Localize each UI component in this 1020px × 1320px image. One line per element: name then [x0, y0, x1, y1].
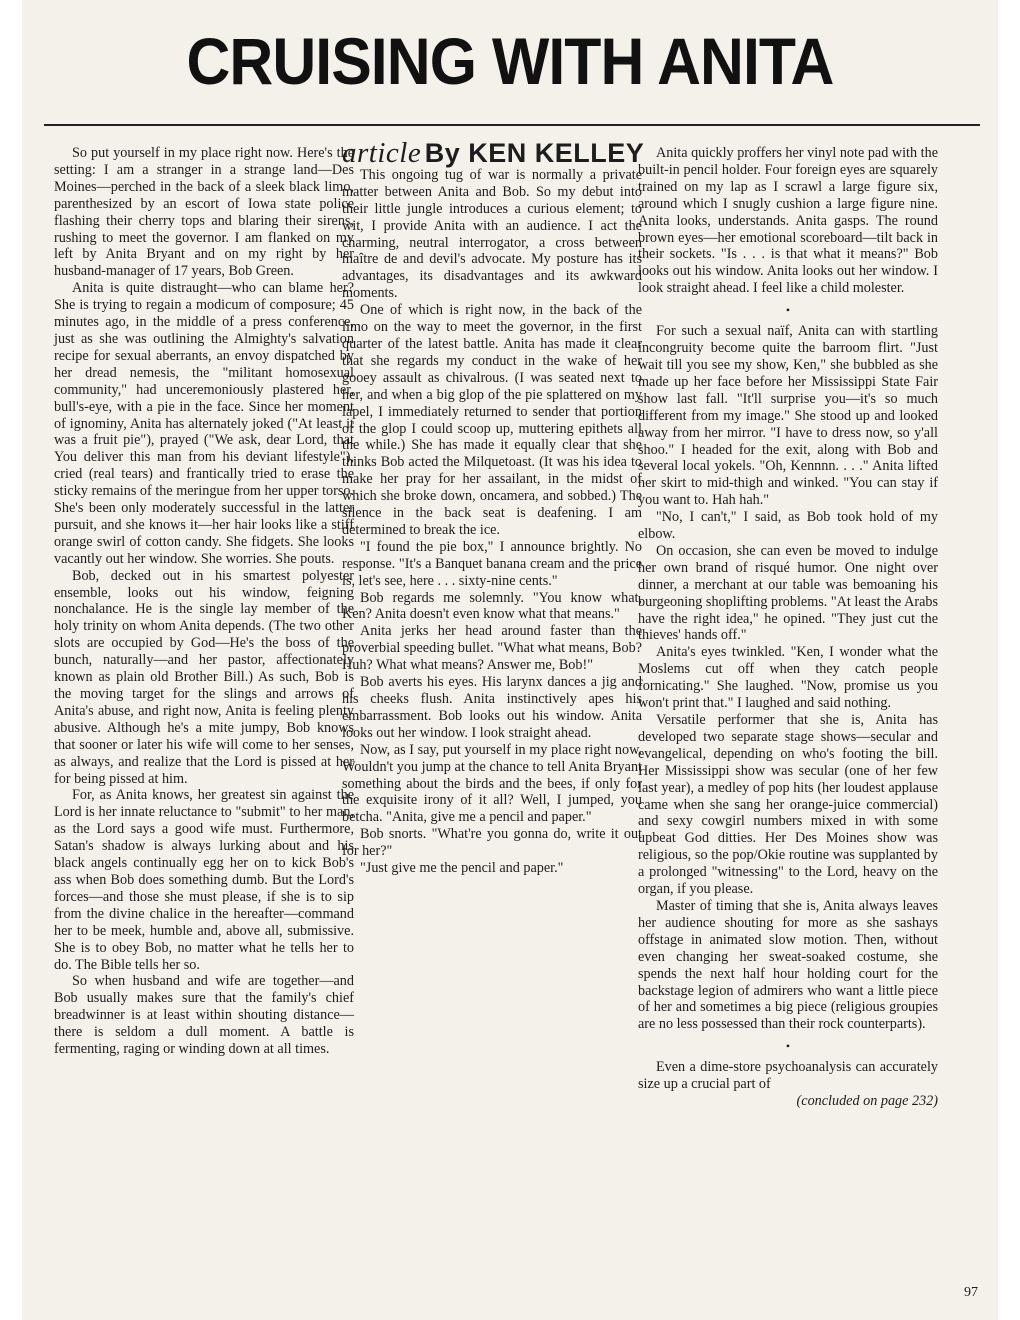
page-number: 97 — [964, 1285, 978, 1300]
text-column-1 — [54, 145, 354, 1058]
byline-kind: article — [342, 137, 422, 169]
byline-author: By KEN KELLEY — [424, 138, 645, 168]
section-bullet: • — [785, 1039, 791, 1054]
paragraph: "I found the pie box," I announce brightly. No response. "It's a Banquet banana cream and the price is, let's see, here . . . sixty-nine cents." — [342, 538, 642, 589]
paragraph: "No, I can't," I said, as Bob took hold of my elbow. — [638, 509, 938, 543]
paragraph: Bob, decked out in his smartest polyester ensemble, looks out his window, feigning nonchalance. He is the single lay member of the holy trinity on whom Anita depends. (The two other slots are occupied by God—He's the boss of the bunch, naturally—and her pastor, affectionately known as plain old Brother Bill.) As such, Bob is the moving target for the slings and arrows of Anita's abuse, and right now, Anita is feeling plenty abusive. Although he's a mite jumpy, Bob knows that sooner or later his wife will come to her senses, as always, and realize that the Lord is pissed at her for being pissed at him. — [54, 567, 354, 787]
paragraph: Anita's eyes twinkled. "Ken, I wonder what the Moslems cut off when they catch people fornicating." She laughed. "Now, promise us you won't print that." I laughed and said nothing. — [638, 644, 938, 712]
paragraph: Bob averts his eyes. His larynx dances a jig and his cheeks flush. Anita instinctively apes his embarrassment. Bob looks out his window. Anita looks out her window. I look straight ahead. — [342, 674, 642, 741]
paragraph: Anita is quite distraught—who can blame her? She is trying to regain a modicum of composure; 45 minutes ago, in the middle of a press conference, just as she was outlining the Almighty's salvation recipe for sexual aberrants, an envoy dispatched by her dread nemesis, the "militant homosexual community," had unceremoniously plastered her, bull's-eye, with a pie in the face. Since her moment of ignominy, Anita has alternately joked ("At least it was a fruit pie"), prayed ("We ask, dear Lord, that You deliver this man from his deviant lifestyle"), cried (real tears) and frantically tried to erase the sticky remains of the meringue from her upper torso. She's been only moderately successful in the latter pursuit, and she knows it—her hair looks like a stiff orange swirl of cotton candy. She fidgets. She looks vacantly out her window. She worries. She pouts. — [54, 280, 354, 567]
article-title: CRUISING WITH ANITA — [186, 24, 834, 98]
paragraph: So put yourself in my place right now. Here's the setting: I am a stranger in a strange land—Des Moines—perched in the back of a sleek black limo, parenthesized by an escort of Iowa state police flashing their cherry tops and blaring their sirens, rushing to meet the governor. I am flanked on my left by Anita Bryant and on my right by her husband-manager of 17 years, Bob Green. — [54, 145, 354, 280]
paragraph: For, as Anita knows, her greatest sin against the Lord is her innate reluctance to "submit" to her man, as the Lord says a good wife must. Furthermore, Satan's shadow is always lurking about and his black angels continually egg her on to kick Bob's ass when Bob does something dumb. But the Lord's forces—and those she must please, if she is to sip from the divine chalice in the hereafter—command her to be meek, humble and, above all, submissive. She is to obey Bob, no matter what he tells her to do. The Bible tells her so. — [54, 787, 354, 973]
title-rule — [44, 124, 980, 126]
paragraph: One of which is right now, in the back of the limo on the way to meet the governor, in the first quarter of the latest battle. Anita has made it clear that she regards my conduct in the wake of her gooey assault as chivalrous. (I was seated next to her, and when a big glop of the pie splattered on my lapel, I immediately returned to sender that portion of the glop I could scoop up, muttering epithets all the while.) She has made it equally clear that she thinks Bob acted the Milquetoast. (It was his idea to make her pray for her assailant, in the midst of which she broke down, oncamera, and sobbed.) The silence in the back seat is deafening. I am determined to break the ice. — [342, 302, 642, 538]
continuation-note: (concluded on page 232) — [796, 1093, 938, 1110]
paragraph: Anita quickly proffers her vinyl note pad with the built-in pencil holder. Four foreign eyes are squarely trained on my lap as I scrawl a large figure six, around which I snugly cushion a large figure nine. Anita looks, understands. Anita gasps. The round brown eyes—her emotional scoreboard—tilt back in their sockets. "Is . . . is that what it means?" Bob looks out his window. Anita looks out her window. I look straight ahead. I feel like a child molester. — [638, 145, 938, 297]
paragraph: Bob snorts. "What're you gonna do, write it out for her?" — [342, 826, 642, 860]
paragraph: This ongoing tug of war is normally a private matter between Anita and Bob. So my debut into their little jungle introduces a curious element; to wit, I provide Anita with an audience. I act the charming, neutral interrogator, a cross between maître de and devil's advocate. My posture has its advantages, its disadvantages and its awkward moments. — [342, 166, 642, 302]
paragraph — [54, 973, 354, 1058]
paragraph: Bob regards me solemnly. "You know what, Ken? Anita doesn't even know what that means." — [342, 589, 642, 623]
paragraph: Even a dime-store psychoanalysis can accurately size up a crucial part of — [638, 1059, 938, 1093]
paragraph: Anita jerks her head around faster than the proverbial speeding bullet. "What what means, Bob? Huh? What what means? Answer me, Bob!" — [342, 623, 642, 674]
text-column-3 — [638, 145, 938, 1110]
paragraph: Master of timing that she is, Anita always leaves her audience shouting for more as she sashays offstage in animated slow motion. Then, without even changing her sweat-soaked costume, she spends the next half hour holding court for the backstage legion of admirers who want a little piece of her and sometimes a big piece (religious groupies are no less possessed than their rock counterparts). — [638, 897, 938, 1033]
paragraph-lead: So when husband and wife are together—and Bob usually makes sure that the family's chief breadwinner is at least within shouting distance—there is seldom a dull moment. A battle is fermenting, raging or winding down at all times. — [54, 973, 354, 1058]
magazine-page — [22, 0, 998, 1320]
paragraph: "Just give me the pencil and paper." — [360, 860, 564, 877]
paragraph: On occasion, she can even be moved to indulge her own brand of risqué humor. One night over dinner, a merchant at our table was bemoaning his burgeoning shoplifting problems. "At least the Arabs have the right idea," he opined. "They just cut the thieves' hands off." — [638, 542, 938, 644]
paragraph: Now, as I say, put yourself in my place right now. Wouldn't you jump at the chance to tell Anita Bryant something about the birds and the bees, if only for the exquisite irony of it all? Well, I jumped, you betcha. "Anita, give me a pencil and paper." — [342, 741, 642, 826]
paragraph: Versatile performer that she is, Anita has developed two separate stage shows—secular and evangelical, depending on who's footing the bill. Her Mississippi show was secular (one of her few last year), a medley of pop hits (her loudest applause came when she sang her orange-juice commercial) and sexy cowgirl numbers mixed in with some upbeat God ditties. Her Des Moines show was religious, so the pop/Okie routine was supplanted by a prolonged "witnessing" to the Lord, heavy on the organ, if you please. — [638, 712, 938, 898]
byline — [342, 137, 645, 169]
paragraph: For such a sexual naïf, Anita can with startling incongruity become quite the barroom flirt. "Just wait till you see my show, Ken," she bubbled as she made up her face before her Mississippi State Fair show last fall. "It'll surprise you—it's so much different from my image." She stood up and looked away from her mirror. "I have to dress now, so y'all shoo." I headed for the exit, along with Bob and several local yokels. "Oh, Kennnn. . . ." Anita lifted her skirt to mid-thigh and winked. "You can stay if you want to. Hah hah." — [638, 323, 938, 509]
section-bullet: • — [785, 303, 791, 318]
text-column-2 — [342, 137, 645, 877]
